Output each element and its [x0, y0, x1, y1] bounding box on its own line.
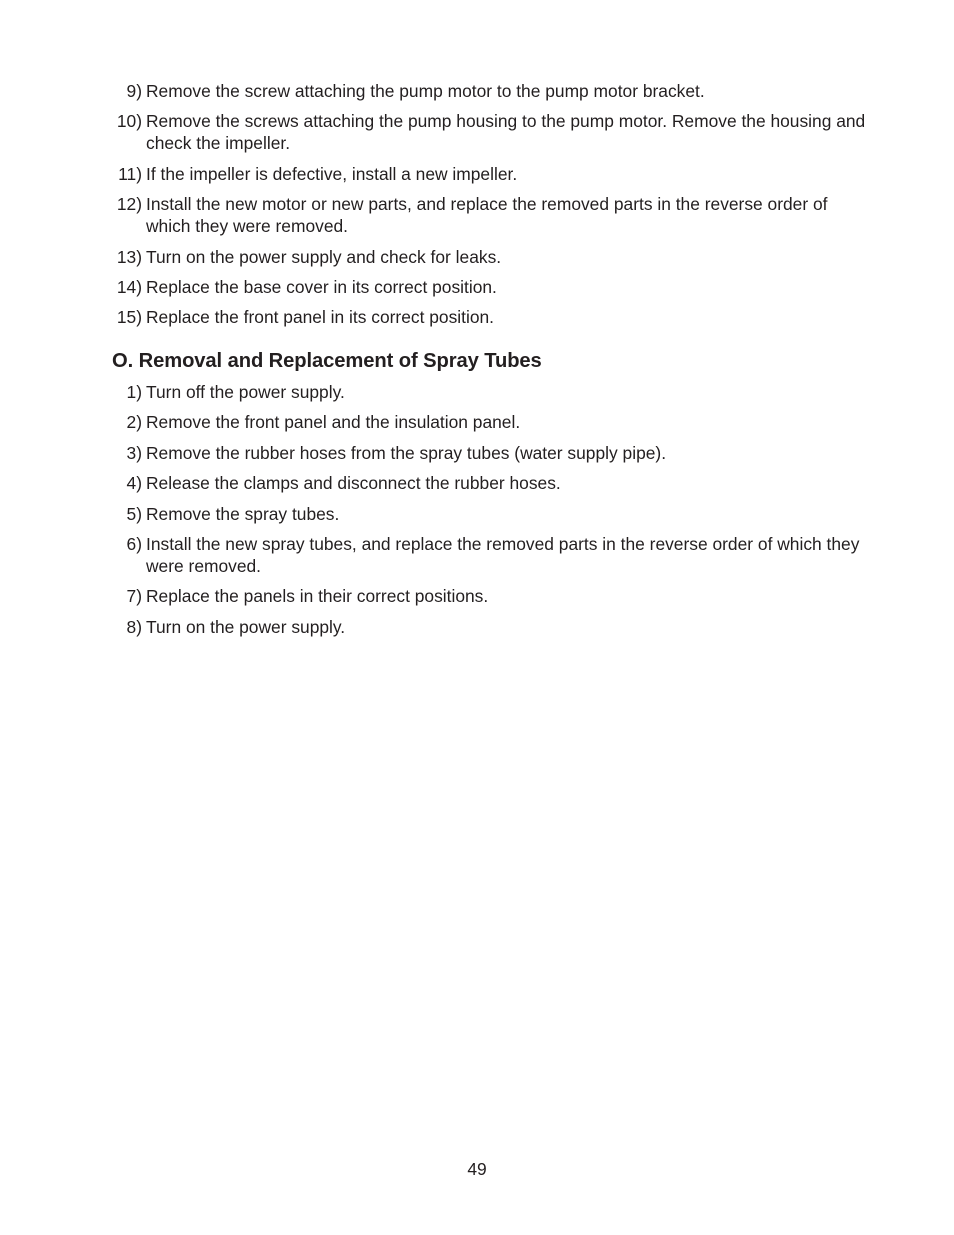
step-text: Remove the rubber hoses from the spray tubes (water supply pipe). — [146, 442, 667, 463]
step-text: Turn off the power supply. — [146, 382, 345, 402]
step-text: Remove the screws attaching the pump housing to the pump motor. Remove the housing and check the impeller. — [146, 111, 866, 154]
step-number: 14) — [116, 276, 142, 297]
step-number: 5) — [126, 503, 142, 524]
step-text: Remove the screw attaching the pump motor to the pump motor bracket. — [146, 81, 705, 101]
step-number: 1) — [126, 382, 142, 402]
step-number: 12) — [116, 194, 142, 215]
step-item — [0, 411, 954, 433]
step-item — [0, 472, 954, 494]
step-number: 3) — [126, 442, 142, 463]
step-item — [0, 585, 954, 607]
step-number: 2) — [126, 412, 142, 433]
step-text: Remove the spray tubes. — [146, 503, 340, 524]
step-text: Replace the base cover in its correct position. — [146, 276, 497, 297]
step-number: 11) — [118, 163, 142, 184]
step-text: Install the new motor or new parts, and replace the removed parts in the reverse order of which they were removed. — [146, 194, 828, 237]
spray-tube-steps-list — [0, 381, 954, 646]
step-item — [0, 503, 954, 525]
step-number: 7) — [126, 586, 142, 607]
step-number: 10) — [116, 111, 142, 132]
step-text: If the impeller is defective, install a new impeller. — [146, 163, 518, 184]
step-number: 13) — [116, 246, 142, 267]
pump-steps-list — [0, 80, 954, 337]
step-text: Install the new spray tubes, and replace the removed parts in the reverse order of which they were removed. — [146, 533, 860, 576]
step-text: Replace the panels in their correct positions. — [146, 586, 489, 607]
step-item — [0, 616, 954, 638]
section-heading: O. Removal and Replacement of Spray Tubes — [112, 350, 542, 372]
step-item — [0, 110, 954, 154]
step-item — [0, 276, 954, 298]
step-number: 8) — [126, 616, 142, 637]
step-number: 9) — [126, 81, 142, 101]
step-text: Turn on the power supply and check for leaks. — [146, 246, 502, 267]
page-number: 49 — [467, 1159, 487, 1179]
step-item — [0, 246, 954, 268]
step-text: Release the clamps and disconnect the rubber hoses. — [146, 473, 561, 494]
step-item — [0, 533, 954, 577]
step-item — [0, 80, 954, 102]
step-number: 6) — [126, 533, 142, 554]
step-text: Replace the front panel in its correct position. — [146, 307, 494, 328]
step-text: Turn on the power supply. — [146, 616, 346, 637]
step-item — [0, 442, 954, 464]
step-text: Remove the front panel and the insulation panel. — [146, 412, 521, 433]
step-item — [0, 163, 954, 185]
step-number: 4) — [126, 473, 142, 494]
step-item — [0, 193, 954, 237]
step-item — [0, 306, 954, 328]
step-item — [0, 381, 954, 403]
step-number: 15) — [116, 307, 142, 328]
